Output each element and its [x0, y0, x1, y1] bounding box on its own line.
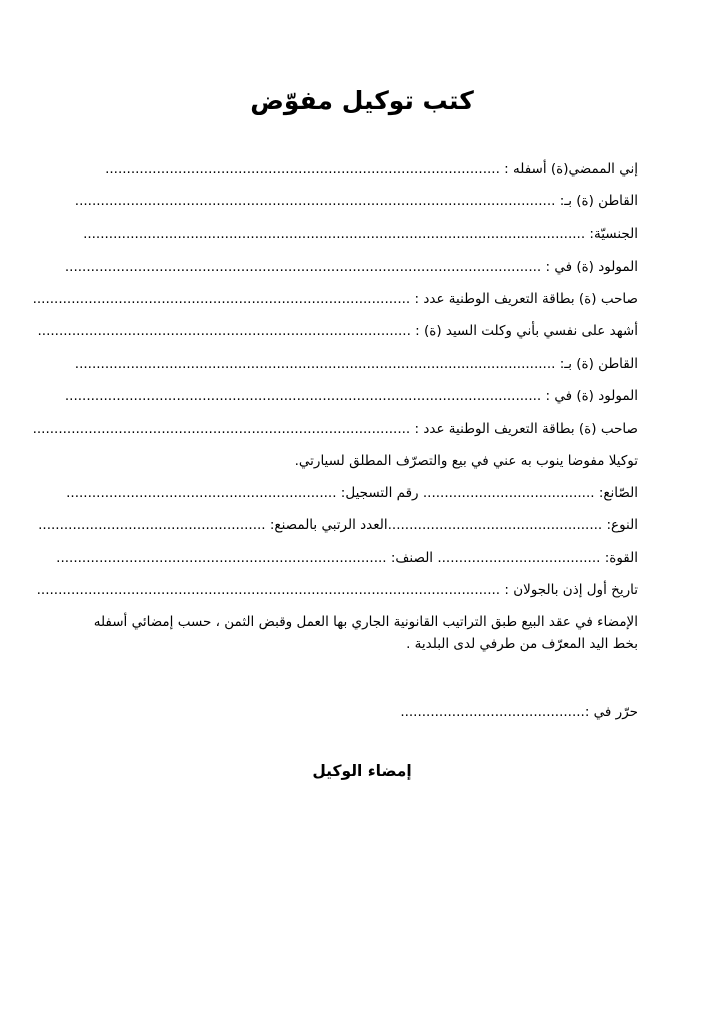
field-label: حرّر في : [584, 704, 638, 720]
fill-dots: ............................................................................. [56, 550, 387, 566]
form-line-written-at [86, 701, 638, 723]
field-label: صاحب (ة) بطاقة التعريف الوطنية عدد : [410, 291, 638, 307]
fill-dots: ........................................................................................ [32, 291, 411, 307]
field-label: المولود (ة) في : [541, 388, 638, 404]
field-label: النوع: ..................................................العدد الرتبي بالمصنع: [265, 517, 638, 533]
field-label: القاطن (ة) بـ: [555, 193, 638, 209]
fill-dots: ................................................................................................................ [74, 356, 556, 372]
form-line-mandate-statement [86, 450, 638, 472]
fill-dots: ............................................................................................................ [36, 582, 501, 598]
fill-dots: ..................................................................................................................... [83, 226, 586, 242]
field-label: المولود (ة) في : [541, 259, 638, 275]
field-label: الصّانع: ........................................ رقم التسجيل: [336, 485, 638, 501]
form-line-residence [74, 190, 638, 212]
fill-dots: ....................................................................................... [37, 323, 411, 339]
form-line-agent-birthplace [64, 385, 638, 407]
agent-signature-label: إمضاء الوكيل [312, 762, 412, 780]
field-label: الجنسيّة: [585, 226, 638, 242]
form-line-power-category [56, 547, 638, 569]
fill-dots: ................................................................................................................ [74, 193, 556, 209]
form-line-birthplace [64, 256, 638, 278]
form-line-maker-registration [66, 482, 638, 504]
form-line-agent-name [37, 320, 638, 342]
form-line-nationality [83, 223, 638, 245]
fill-dots: ..................................................... [38, 517, 266, 533]
fill-dots: ............................................................................................................... [64, 388, 542, 404]
paragraph-line: بخط اليد المعرّف من طرفي لدى البلدية . [406, 636, 638, 652]
fill-dots: ............................................................................................ [105, 161, 500, 177]
statement-text: توكيلا مفوضا ينوب به عني في بيع والتصرّف المطلق لسيارتي. [294, 453, 638, 469]
fill-dots: ........................................................................................ [32, 421, 411, 437]
field-label: تاريخ أول إذن بالجولان : [500, 582, 638, 598]
form-line-signatory [86, 158, 638, 180]
field-label: القوة: ...................................... الصنف: [386, 550, 638, 566]
fill-dots: ............................................................... [66, 485, 337, 501]
form-line-id-card [32, 288, 638, 310]
field-label: صاحب (ة) بطاقة التعريف الوطنية عدد : [410, 421, 638, 437]
signature-clause-paragraph [86, 611, 638, 655]
field-label: إني الممضي(ة) أسفله : [499, 161, 638, 177]
field-label: القاطن (ة) بـ: [555, 356, 638, 372]
form-line-type-serial [38, 514, 638, 536]
form-line-agent-residence [74, 353, 638, 375]
document-title: كتب توكيل مفوّض [250, 86, 474, 115]
fill-dots: ............................................................................................................... [64, 259, 542, 275]
field-label: أشهد على نفسي بأني وكلت السيد (ة) : [410, 323, 638, 339]
form-line-agent-id-card [32, 418, 638, 440]
paragraph-line: الإمضاء في عقد البيع طبق التراتيب القانونية الجاري بها العمل وقبض الثمن ، حسب إمضائي أسفله [93, 614, 638, 630]
fill-dots: ........................................... [400, 704, 585, 720]
form-line-first-registration-date [36, 579, 638, 601]
